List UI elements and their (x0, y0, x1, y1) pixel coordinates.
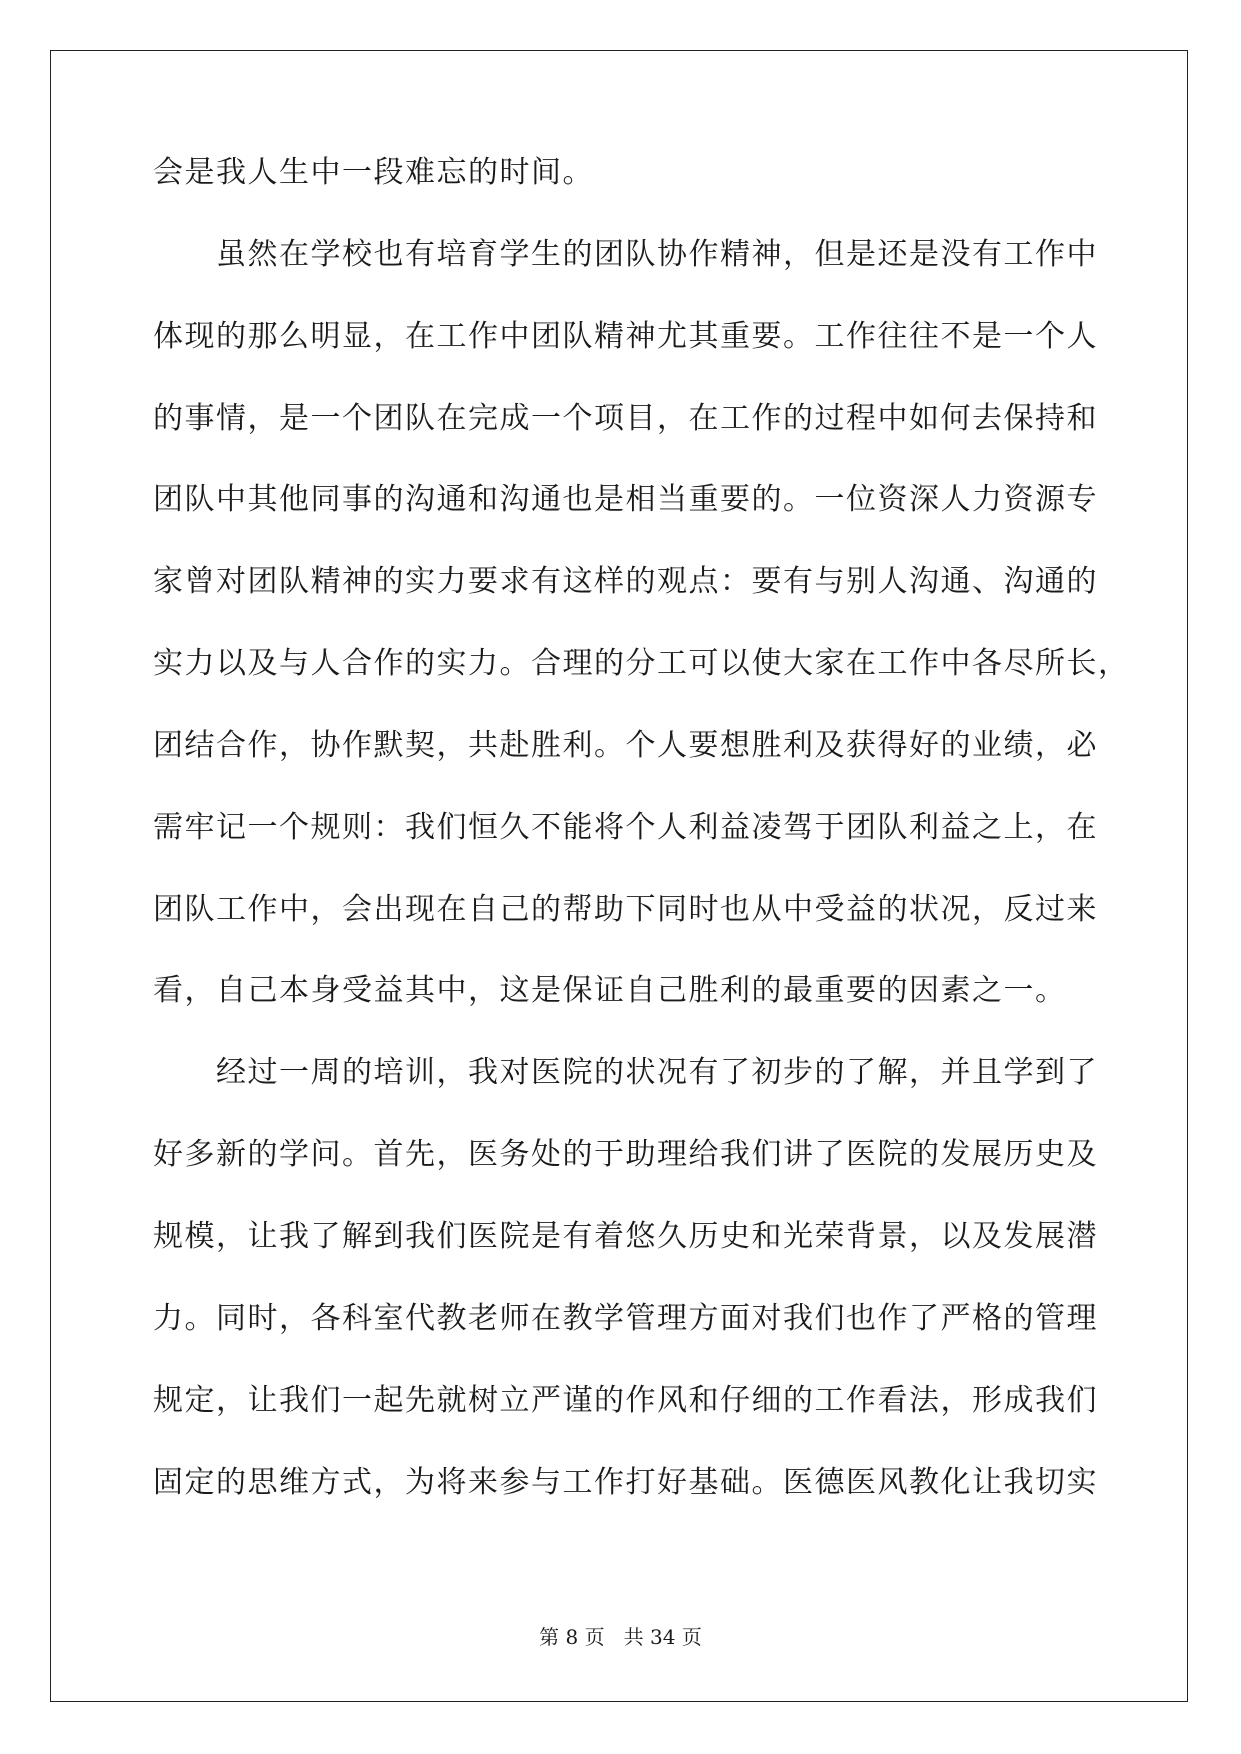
text-line: 规定，让我们一起先就树立严谨的作风和仔细的工作看法，形成我们 (153, 1382, 1098, 1418)
text-line: 虽然在学校也有培育学生的团队协作精神，但是还是没有工作中 (153, 236, 1098, 272)
text-line: 的事情，是一个团队在完成一个项目，在工作的过程中如何去保持和 (153, 400, 1098, 436)
text-line: 经过一周的培训，我对医院的状况有了初步的了解，并且学到了 (153, 1055, 1098, 1091)
text-line: 需牢记一个规则：我们恒久不能将个人利益凌驾于团队利益之上，在 (153, 809, 1098, 845)
text-line: 好多新的学问。首先，医务处的于助理给我们讲了医院的发展历史及 (153, 1137, 1098, 1173)
text-line: 体现的那么明显，在工作中团队精神尤其重要。工作往往不是一个人 (153, 318, 1098, 354)
text-line: 家曾对团队精神的实力要求有这样的观点：要有与别人沟通、沟通的 (153, 564, 1098, 600)
text-line: 看，自己本身受益其中，这是保证自己胜利的最重要的因素之一。 (153, 973, 1067, 1009)
text-line: 固定的思维方式，为将来参与工作打好基础。医德医风教化让我切实 (153, 1464, 1098, 1500)
page-number-footer: 第 8 页 共 34 页 (539, 1625, 702, 1649)
text-line: 规模，让我了解到我们医院是有着悠久历史和光荣背景，以及发展潜 (153, 1218, 1098, 1254)
document-body (153, 155, 1130, 1549)
text-line: 力。同时，各科室代教老师在教学管理方面对我们也作了严格的管理 (153, 1300, 1098, 1336)
text-line: 会是我人生中一段难忘的时间。 (153, 155, 594, 190)
text-line: 团结合作，协作默契，共赴胜利。个人要想胜利及获得好的业绩，必 (153, 727, 1098, 763)
text-line: 团队中其他同事的沟通和沟通也是相当重要的。一位资深人力资源专 (153, 482, 1098, 518)
text-line: 团队工作中，会出现在自己的帮助下同时也从中受益的状况，反过来 (153, 891, 1098, 927)
text-line: 实力以及与人合作的实力。合理的分工可以使大家在工作中各尽所长， (153, 646, 1130, 682)
